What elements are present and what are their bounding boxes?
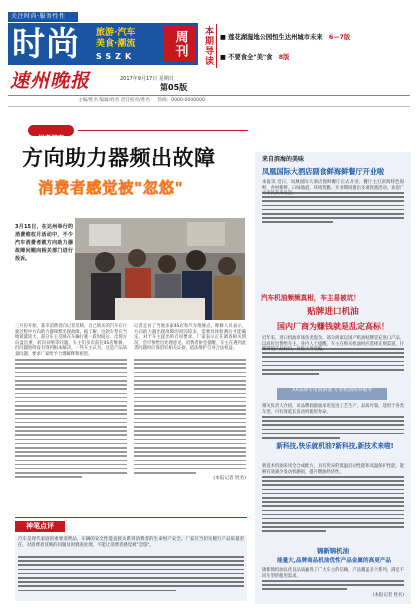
body-col-1-text: 三月份开始，某市消费者向记者反映，自己购买的汽车在行驶过程中方向助力器频繁出现故障。据了解，这款车型在当地销量较大，部分车主反映在车辆行驶一段时间后，出现方向盘沉重、转向异响等问题。车主们多次前往4S店维修，但问题始终没有得到根本解决。一些车主认为，这是产品质量问题，要求厂家给予合理解释和赔偿。: [15, 324, 127, 357]
main-headline: 方向助力器频出故障: [22, 145, 216, 170]
title-banner: [8, 23, 198, 65]
sidebar-headline-2b: 贴牌进口机油: [307, 307, 359, 317]
sidebar: [255, 152, 411, 604]
main-photo: [75, 218, 245, 320]
sidebar-headline-3: 新科技,快乐就机油?新科技,新技术来啦!: [276, 442, 394, 450]
sidebar-para-5-filler: [262, 580, 404, 590]
sidebar-para-5: [262, 568, 404, 598]
main-byline: (本报记者 姓名): [213, 476, 246, 482]
guide-divider: [216, 24, 217, 68]
editor-text: 主编/姓名 编辑/姓名 责任校对/姓名: [78, 98, 150, 103]
guide-item-text: ■ 莲花湖湿地公园恒生达州城市未来: [220, 34, 323, 41]
newspaper-logo: [10, 70, 120, 92]
photo-caption: 3月15日，在达州举行的消费维权月活动中，不少汽车消费者就方向助力器故障问题向相关部门进行投诉。: [15, 224, 73, 262]
sidebar-para-4-filler: [262, 476, 404, 532]
sidebar-sub-box-text: XX品牌专用润滑油 专业机油保养服务: [291, 388, 373, 393]
comment-tag-text: 神笔点评: [26, 522, 54, 530]
sidebar-para-3: [262, 404, 404, 441]
slogan: 关注时尚·服务性性: [11, 13, 66, 20]
comment-filler: [15, 556, 247, 591]
newspaper-name: 速州晚报: [10, 70, 91, 92]
body-col-2: [134, 324, 246, 482]
body-col-1-filler: [15, 359, 127, 478]
comment-box: [15, 517, 247, 602]
masthead-rule-2: [8, 106, 410, 107]
sidebar-para-3-filler: [262, 416, 404, 439]
masthead: [0, 0, 418, 116]
body-col-2-text: 记者走访了当地多家4S店和汽车维修点，维修人员表示，方向助力器出现故障的原因较多，需要具体检测后才能确定。对于车主提出的召回要求，厂家表示正在调查相关情况，会尽快给出处理意见。消费者协会提醒，车主在遇到此类问题时应保留好相关证据，依法维护自身合法权益。: [134, 324, 246, 352]
body-col-2-filler: [134, 359, 246, 474]
sidebar-headline-4b: 能量大,品牌商品机油优性产品金属的高更产品: [276, 558, 391, 564]
zhoukan-label: 周刊: [172, 30, 188, 58]
headline-rule: [78, 130, 248, 131]
sub-tag: 美食·潮流: [96, 39, 136, 49]
main-subheadline: 消费者感觉被"忽悠": [38, 179, 184, 197]
sidebar-para-3-text: 相关负责人介绍，该品牌润滑油采用先进工艺生产，品质可靠，适用于各类车型，可有效延长发动机使用寿命。: [262, 404, 404, 415]
sidebar-para-1-text: 本报讯 近日，凤凰国际大酒店海鲜餐厅正式开业。餐厅主打滨海特色海鲜，食材新鲜，口味地道，环境优雅。开业期间推出多项优惠活动，欢迎广大市民前来品尝。: [262, 180, 404, 197]
issue-info: [120, 76, 220, 93]
photo-people-graphic: [75, 218, 245, 320]
sidebar-sub-box: [277, 388, 387, 400]
guide-item-text: ■ 不要食全"美"食: [220, 54, 273, 61]
sszk-label: SSZK: [96, 52, 136, 61]
issue-label: 第05版: [160, 83, 188, 92]
sidebar-headline-2c: 国内厂商为赚钱就是乱定高标！: [277, 322, 389, 331]
guide-label-text: 本期导读: [203, 26, 213, 66]
masthead-rule: [8, 95, 410, 96]
guide-item[interactable]: [220, 54, 410, 62]
reporter-tag-text: 记者调查: [38, 134, 64, 142]
sidebar-headline-4: 锦新锦机油: [317, 547, 349, 555]
sidebar-para-2-text: 近年来，进口机油市场鱼龙混杂，部分商家以国产机油贴牌冒充进口产品，以高价出售给车主。业内人士提醒，车主在购买机油时应选择正规渠道，仔细辨别产品标识，以免上当受骗。: [262, 336, 404, 353]
sidebar-byline: (本报记者 姓名): [372, 592, 404, 598]
sidebar-para-4-text: 新技术机油采用全合成配方，具有优异的低温启动性能和高温保护性能，能够有效减少发动机磨损，提升燃油经济性。: [262, 464, 404, 475]
sub-tags: [96, 28, 156, 62]
issue-date: 2017年9月17日 星期日: [120, 76, 174, 82]
reporter-tag: [28, 125, 74, 142]
sidebar-para-1: [262, 180, 404, 226]
guide-item[interactable]: [220, 34, 410, 42]
section-title: 时尚: [12, 24, 80, 63]
comment-tag: [15, 521, 65, 532]
comment-body: [15, 535, 247, 601]
zhoukan-box: [164, 26, 196, 62]
sidebar-headline-2a: 汽车机油频频真相，车主易被坑！: [261, 294, 360, 302]
guide-item-pages: 8版: [278, 54, 290, 61]
slogan-bar: [8, 12, 78, 22]
sidebar-headline: 凤凰国际大酒店副食鲜海鲜餐厅开业啦: [262, 167, 385, 176]
editor-line: [78, 98, 378, 104]
guide-item-pages: 6—7版: [328, 34, 351, 41]
comment-text: 汽车是现代家庭的重要消费品，车辆的安全性能直接关系到消费者的生命财产安全。厂家应当切实履行产品质量责任，对消费者反映的问题及时调查处理，不能让消费者感觉被"忽悠"。: [18, 537, 244, 548]
sub-tag: 旅游·汽车: [96, 28, 136, 38]
sidebar-kicker: 来自滨海的美味: [262, 156, 305, 163]
sidebar-para-4: [262, 464, 404, 535]
sidebar-para-5-text: 锦新锦机油以优良品质赢得了广大车主的信赖，产品覆盖多个系列，满足不同车型的使用需求。: [262, 568, 404, 579]
sidebar-para-2: [262, 336, 404, 377]
body-col-1: [15, 324, 127, 480]
contact-text: 热线：0000-0000000: [157, 98, 205, 103]
guide-label: [202, 26, 214, 66]
